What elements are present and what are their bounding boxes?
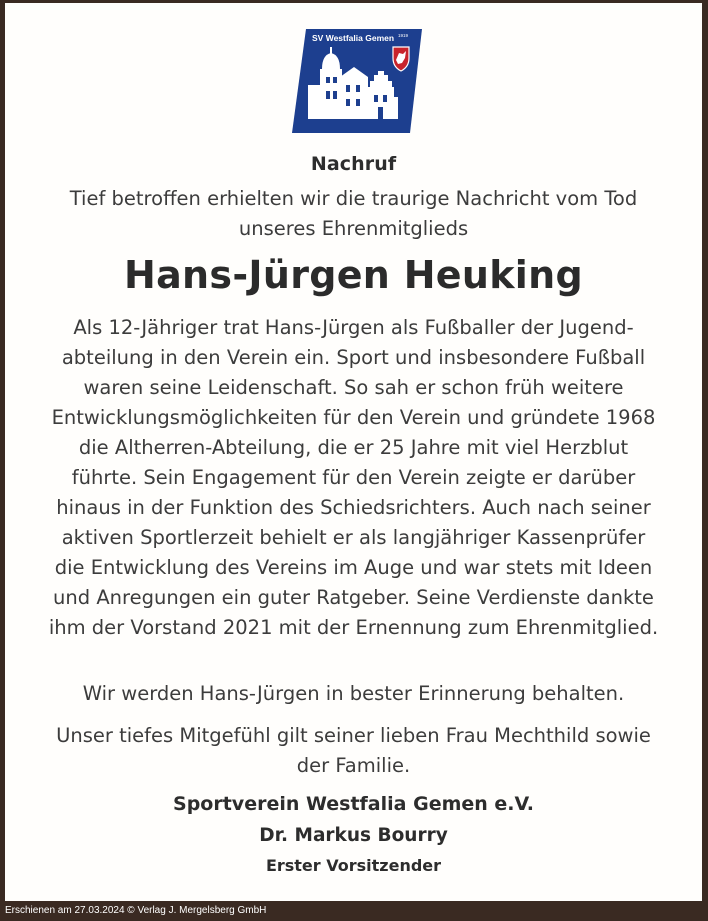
club-logo xyxy=(292,27,423,135)
intro-text: Tief betroffen erhielten wir die traurige Nachricht vom Tod unseres Ehrenmitglieds xyxy=(69,187,638,240)
obituary-heading: Nachruf xyxy=(310,153,397,175)
castle-emblem-icon xyxy=(292,27,423,135)
signer-role: Erster Vorsitzender xyxy=(265,856,442,875)
deceased-name: Hans-Jürgen Heuking xyxy=(124,253,583,297)
remembrance-text: Wir werden Hans-Jürgen in bester Erinnerung behalten. xyxy=(82,682,625,705)
club-name: Sportverein Westfalia Gemen e.V. xyxy=(173,793,534,815)
publication-footer: Erschienen am 27.03.2024 © Verlag J. Mergelsberg GmbH xyxy=(5,905,267,916)
signer-name: Dr. Markus Bourry xyxy=(259,825,448,846)
biography-text: Als 12-Jähriger trat Hans-Jürgen als Fußballer der Jugend-abteilung in den Verein ein. Sport und insbesondere Fußball waren seine Leidenschaft. So sah er schon früh weitere Entwicklungsmöglichkeiten für den Verein und gründete 1968 die Altherren-Abteilung, die er 25 Jahre mit viel Herzblut führte. Sein Engagement für den Verein zeigte er darüber hinaus in der Funktion des Schiedsrichters. Auch nach seiner aktiven Sportlerzeit behielt er als langjähriger Kassenprüfer die Entwicklung des Vereins im Auge und war stets mit Ideen und Anregungen ein guter Ratgeber. Seine Verdienste dankte ihm der Vorstand 2021 mit der Ernennung zum Ehrenmitglied. xyxy=(48,316,659,639)
sympathy-text: Unser tiefes Mitgefühl gilt seiner lieben Frau Mechthild sowie der Familie. xyxy=(56,724,651,777)
obituary-card xyxy=(5,3,702,901)
svg-text:1919: 1919 xyxy=(398,33,409,38)
svg-text:SV Westfalia Gemen: SV Westfalia Gemen xyxy=(312,33,395,43)
